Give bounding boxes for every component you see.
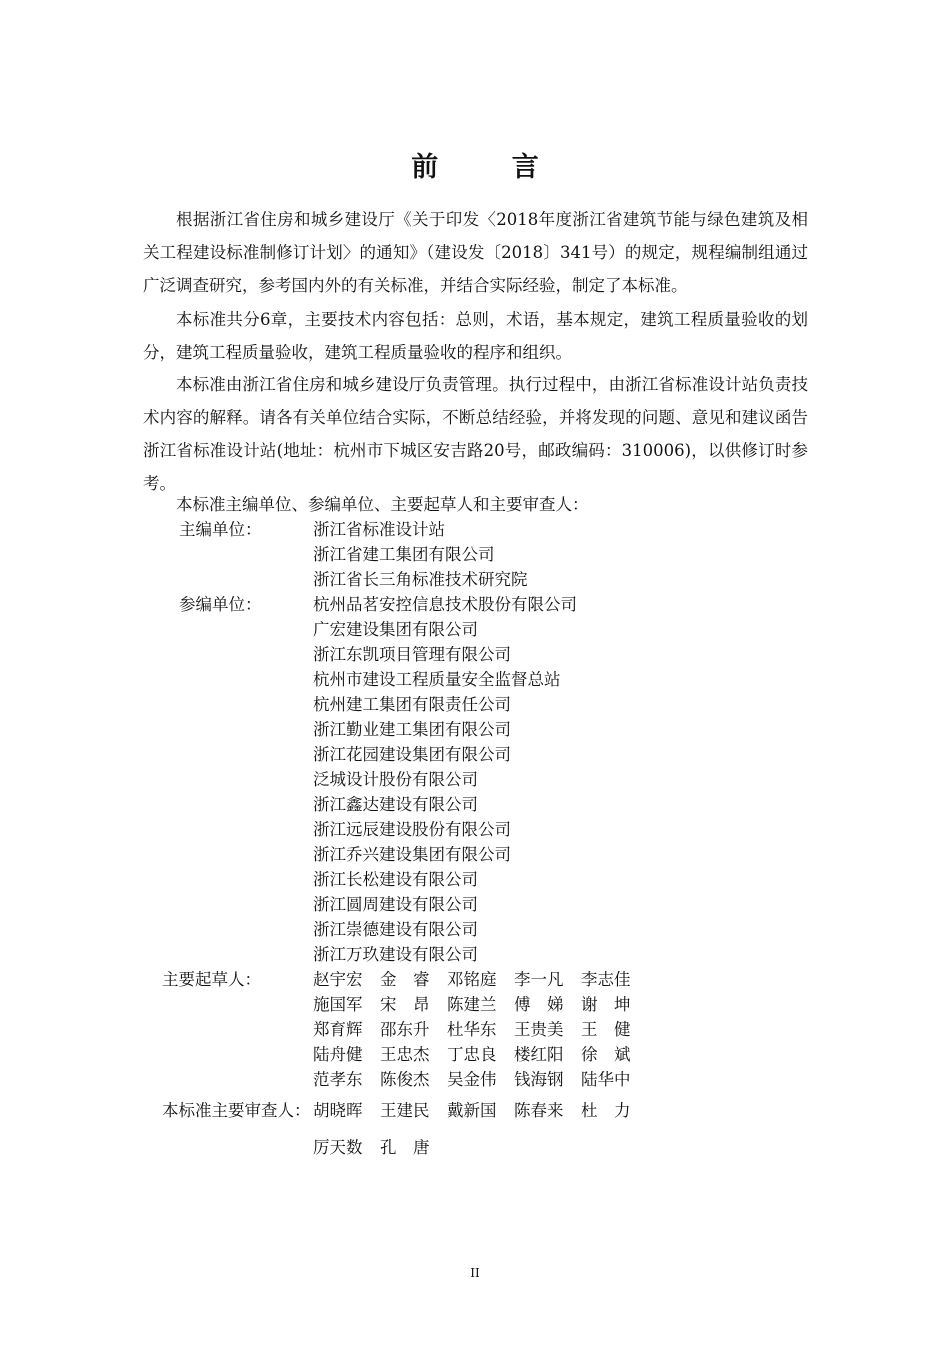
reviewer-name: 胡晓晖 — [313, 1101, 363, 1120]
participating-unit-item: 浙江乔兴建设集团有限公司 — [313, 845, 511, 864]
reviewer-name: 孔 唐 — [380, 1138, 430, 1157]
participating-unit-item: 杭州市建设工程质量安全监督总站 — [313, 670, 561, 689]
participating-unit-item: 浙江鑫达建设有限公司 — [313, 795, 478, 814]
drafter-name: 邵东升 — [380, 1020, 430, 1039]
participating-units-list — [313, 592, 577, 967]
chief-unit-item: 浙江省建工集团有限公司 — [313, 545, 495, 564]
drafter-name: 谢 坤 — [581, 995, 631, 1014]
drafter-name: 赵宇宏 — [313, 970, 363, 989]
participating-unit-item: 浙江东凯项目管理有限公司 — [313, 645, 511, 664]
preface-paragraph-1: 根据浙江省住房和城乡建设厅《关于印发〈2018年度浙江省建筑节能与绿色建筑及相关工程建设标准制修订计划〉的通知》（建设发〔2018〕341号）的规定，规程编制组通过广泛调查研究，参考国内外的有关标准，并结合实际经验，制定了本标准。 — [143, 210, 808, 295]
drafter-name: 丁忠良 — [447, 1045, 497, 1064]
reviewer-name: 陈春来 — [514, 1101, 564, 1120]
page-number: II — [470, 1266, 480, 1280]
reviewer-name: 厉天数 — [313, 1138, 363, 1157]
chief-units-label: 主编单位： — [179, 520, 262, 539]
drafter-name: 傅 娣 — [514, 995, 564, 1014]
participating-unit-item: 泛城设计股份有限公司 — [313, 770, 478, 789]
participating-unit-item: 浙江长松建设有限公司 — [313, 870, 478, 889]
participating-unit-item: 浙江万玖建设有限公司 — [313, 945, 478, 964]
drafter-name: 王贵美 — [514, 1020, 564, 1039]
drafter-name: 楼红阳 — [514, 1045, 564, 1064]
participating-unit-item: 广宏建设集团有限公司 — [313, 620, 478, 639]
chief-units-list — [313, 517, 528, 592]
drafter-name: 郑育辉 — [313, 1020, 363, 1039]
participating-unit-item: 浙江勤业建工集团有限公司 — [313, 720, 511, 739]
drafter-name: 陆舟健 — [313, 1045, 363, 1064]
units-intro: 本标准主编单位、参编单位、主要起草人和主要审查人： — [176, 495, 589, 514]
drafters-row — [313, 1017, 648, 1042]
reviewer-name: 戴新国 — [447, 1101, 497, 1120]
drafters-list — [313, 967, 648, 1092]
drafter-name: 王忠杰 — [380, 1045, 430, 1064]
drafter-name: 李一凡 — [514, 970, 564, 989]
drafter-name: 邓铭庭 — [447, 970, 497, 989]
drafter-name: 施国军 — [313, 995, 363, 1014]
drafter-name: 王 健 — [581, 1020, 631, 1039]
drafter-name: 吴金伟 — [447, 1070, 497, 1089]
page-title: 前 言 — [411, 152, 571, 183]
preface-paragraph-2: 本标准共分6章，主要技术内容包括：总则，术语，基本规定，建筑工程质量验收的划分，建筑工程质量验收，建筑工程质量验收的程序和组织。 — [143, 310, 808, 362]
drafter-name: 金 睿 — [380, 970, 430, 989]
participating-unit-item: 浙江崇德建设有限公司 — [313, 920, 478, 939]
participating-units-label: 参编单位： — [179, 595, 262, 614]
drafter-name: 宋 昂 — [380, 995, 430, 1014]
participating-unit-item: 杭州建工集团有限责任公司 — [313, 695, 511, 714]
drafters-label: 主要起草人： — [162, 970, 261, 989]
preface-paragraph-3: 本标准由浙江省住房和城乡建设厅负责管理。执行过程中，由浙江省标准设计站负责技术内容的解释。请各有关单位结合实际，不断总结经验，并将发现的问题、意见和建议函告浙江省标准设计站(地址：杭州市下城区安吉路20号，邮政编码：310006)，以供修订时参考。 — [143, 375, 808, 493]
participating-unit-item: 浙江圆周建设有限公司 — [313, 895, 478, 914]
participating-unit-item: 杭州品茗安控信息技术股份有限公司 — [313, 595, 577, 614]
drafter-name: 范孝东 — [313, 1070, 363, 1089]
drafters-row — [313, 992, 648, 1017]
drafters-row — [313, 967, 648, 992]
drafter-name: 杜华东 — [447, 1020, 497, 1039]
drafters-row — [313, 1067, 648, 1092]
drafter-name: 陈建兰 — [447, 995, 497, 1014]
reviewers-label: 本标准主要审查人： — [162, 1101, 311, 1120]
drafter-name: 钱海钢 — [514, 1070, 564, 1089]
drafter-name: 李志佳 — [581, 970, 631, 989]
participating-unit-item: 浙江花园建设集团有限公司 — [313, 745, 511, 764]
reviewers-list — [313, 1098, 648, 1160]
drafter-name: 徐 斌 — [581, 1045, 631, 1064]
reviewers-row — [313, 1098, 648, 1123]
reviewer-name: 王建民 — [380, 1101, 430, 1120]
chief-unit-item: 浙江省标准设计站 — [313, 520, 445, 539]
drafters-row — [313, 1042, 648, 1067]
reviewers-row — [313, 1135, 648, 1160]
reviewer-name: 杜 力 — [581, 1101, 631, 1120]
chief-unit-item: 浙江省长三角标准技术研究院 — [313, 570, 528, 589]
participating-unit-item: 浙江远辰建设股份有限公司 — [313, 820, 511, 839]
drafter-name: 陆华中 — [581, 1070, 631, 1089]
drafter-name: 陈俊杰 — [380, 1070, 430, 1089]
